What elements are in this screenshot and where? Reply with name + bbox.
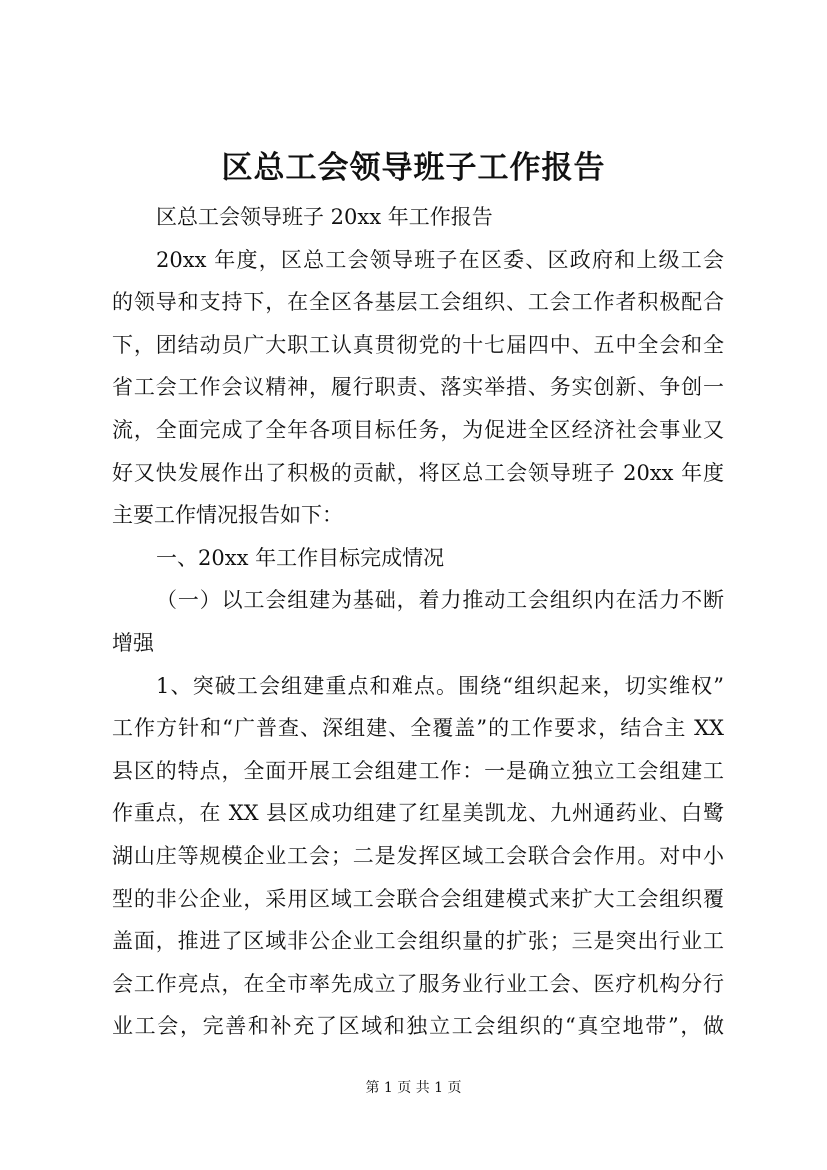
body-line: 会工作亮点，在全市率先成立了服务业行业工会、医疗机构分行 <box>112 971 724 996</box>
body-line: 盖面，推进了区域非公企业工会组织量的扩张；三是突出行业工 <box>112 929 724 954</box>
body-line: 流，全面完成了全年各项目标任务，为促进全区经济社会事业又 <box>112 417 724 442</box>
page-footer: 第 1 页 共 1 页 <box>365 1080 462 1096</box>
body-line: 的领导和支持下，在全区各基层工会组织、工会工作者积极配合 <box>112 290 724 315</box>
body-line: 好又快发展作出了积极的贡献，将区总工会领导班子 20xx 年度 <box>112 460 724 485</box>
body-line: 型的非公企业，采用区域工会联合会组建模式来扩大工会组织覆 <box>112 886 724 911</box>
body-line: 省工会工作会议精神，履行职责、落实举措、务实创新、争创一 <box>112 375 724 400</box>
body-line: 县区的特点，全面开展工会组建工作：一是确立独立工会组建工 <box>112 758 724 783</box>
document-title: 区总工会领导班子工作报告 <box>221 150 606 186</box>
body-line: 1、突破工会组建重点和难点。围绕“组织起来，切实维权” <box>156 673 724 698</box>
subsection-heading: （一）以工会组建为基础，着力推动工会组织内在活力不断 <box>156 588 724 613</box>
body-line: 业工会，完善和补充了区域和独立工会组织的“真空地带”，做 <box>112 1014 724 1039</box>
body-line: 主要工作情况报告如下： <box>112 503 343 528</box>
body-line: 区总工会领导班子 20xx 年工作报告 <box>156 205 493 229</box>
body-line: 增强 <box>112 630 154 655</box>
document-body <box>112 196 724 1048</box>
body-line: 湖山庄等规模企业工会；二是发挥区域工会联合会作用。对中小 <box>112 843 724 868</box>
body-line: 工作方针和“广普查、深组建、全覆盖”的工作要求，结合主 XX <box>112 716 724 741</box>
section-heading: 一、20xx 年工作目标完成情况 <box>156 545 445 570</box>
body-line: 20xx 年度，区总工会领导班子在区委、区政府和上级工会 <box>156 247 724 272</box>
body-line: 下，团结动员广大职工认真贯彻党的十七届四中、五中全会和全 <box>112 332 724 357</box>
body-line: 作重点，在 XX 县区成功组建了红星美凯龙、九州通药业、白鹭 <box>112 801 724 826</box>
